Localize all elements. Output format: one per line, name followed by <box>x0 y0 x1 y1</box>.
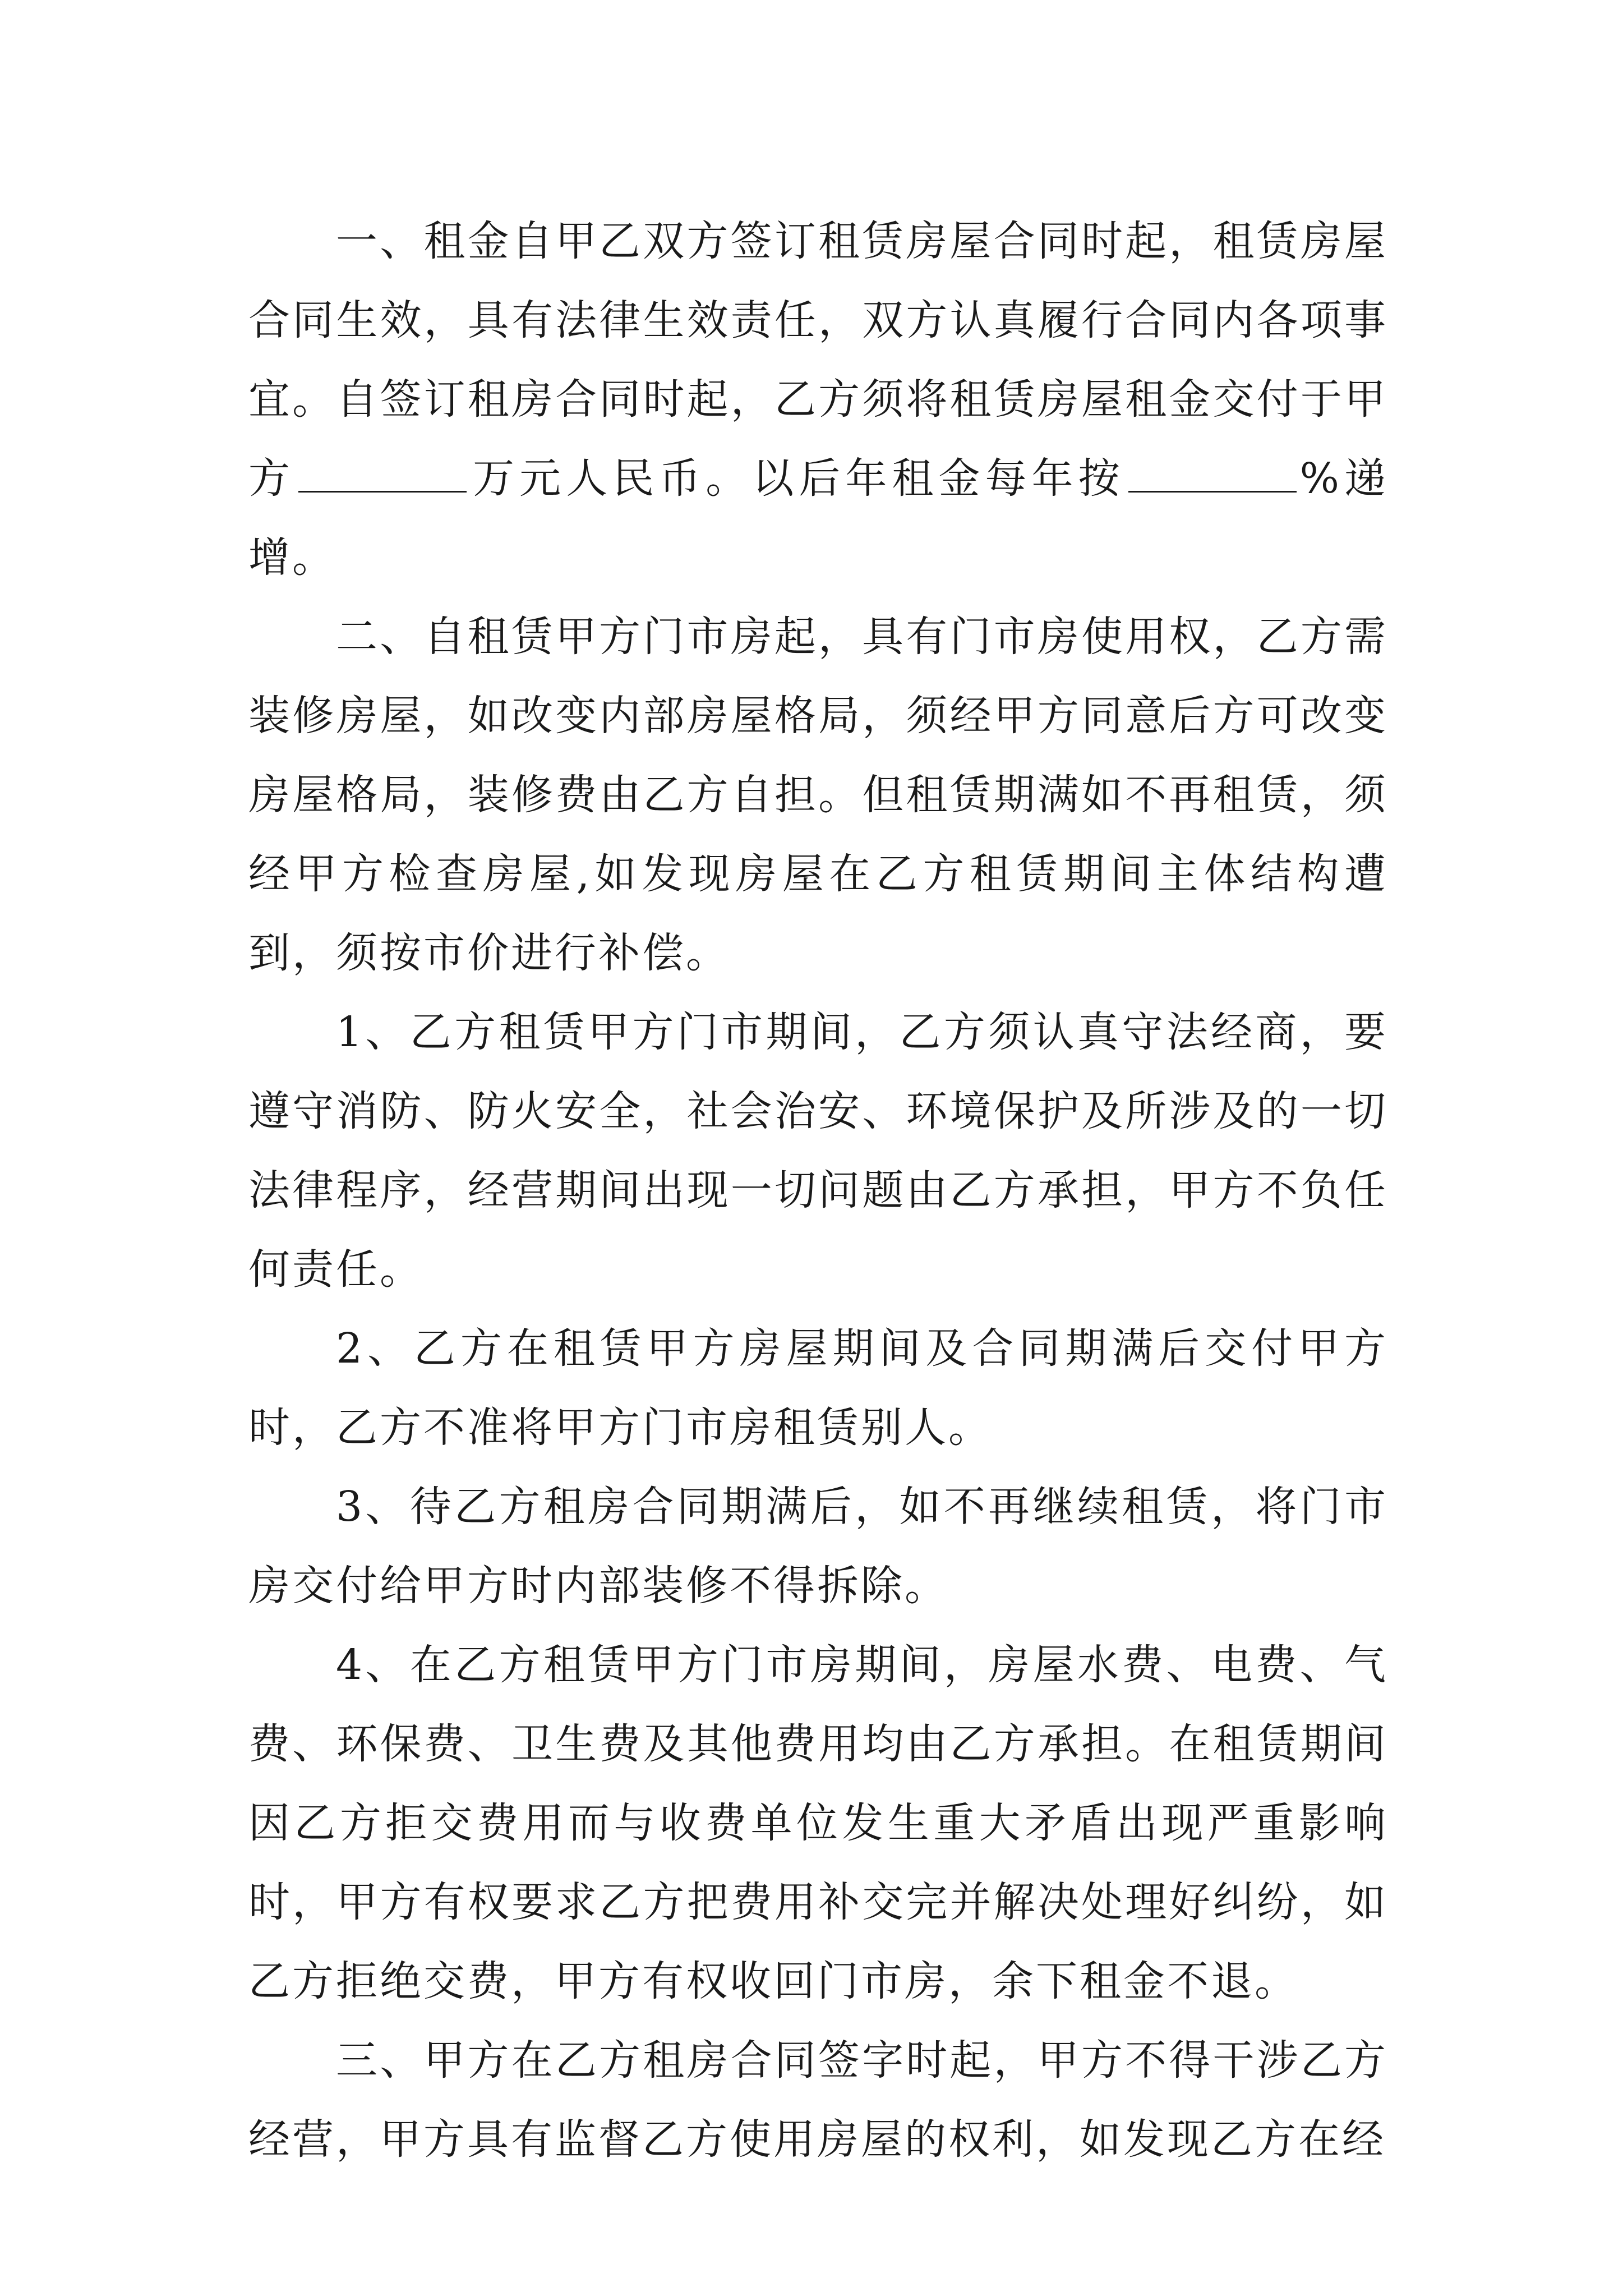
rent-terms-text-middle: 万元人民币。以后年租金每年按 <box>470 454 1125 503</box>
rent-terms-text-start: 一、租金自甲乙双方签订租赁房屋合同时起，租赁房屋合同生效，具有法律生效责任，双方认真履行合同内各项事宜。自签订租房合同时起，乙方须将租赁房屋租金交付于甲方 <box>248 217 1388 503</box>
rent-amount-blank <box>298 457 467 493</box>
paragraph-clause-3: 3、待乙方租房合同期满后，如不再继续租赁，将门市房交付给甲方时内部装修不得拆除。 <box>248 1483 1388 1610</box>
paragraph-usage-rights: 二、自租赁甲方门市房起，具有门市房使用权，乙方需装修房屋，如改变内部房屋格局，须经甲方同意后方可改变房屋格局，装修费由乙方自担。但租赁期满如不再租赁，须经甲方检查房屋,如发现房屋在乙方租赁期间主体结构遭到，须按市价进行补偿。 <box>248 613 1388 977</box>
document-body <box>248 202 1388 2179</box>
rent-terms-text-end: %递增。 <box>248 454 1388 582</box>
rent-increase-rate-blank <box>1128 457 1297 493</box>
paragraph-landlord-rights: 三、甲方在乙方租房合同签字时起，甲方不得干涉乙方经营，甲方具有监督乙方使用房屋的权利，如发现乙方在经 <box>248 2036 1388 2164</box>
paragraph-rent-terms <box>248 202 1388 597</box>
paragraph-clause-2: 2、乙方在租赁甲方房屋期间及合同期满后交付甲方时，乙方不准将甲方门市房租赁别人。 <box>248 1324 1388 1452</box>
paragraph-clause-4: 4、在乙方租赁甲方门市房期间，房屋水费、电费、气费、环保费、卫生费及其他费用均由乙方承担。在租赁期间因乙方拒交费用而与收费单位发生重大矛盾出现严重影响时，甲方有权要求乙方把费用补交完并解决处理好纠纷，如乙方拒绝交费，甲方有权收回门市房，余下租金不退。 <box>248 1641 1388 2005</box>
paragraph-clause-1: 1、乙方租赁甲方门市期间，乙方须认真守法经商，要遵守消防、防火安全，社会治安、环境保护及所涉及的一切法律程序，经营期间出现一切问题由乙方承担，甲方不负任何责任。 <box>248 1008 1388 1294</box>
